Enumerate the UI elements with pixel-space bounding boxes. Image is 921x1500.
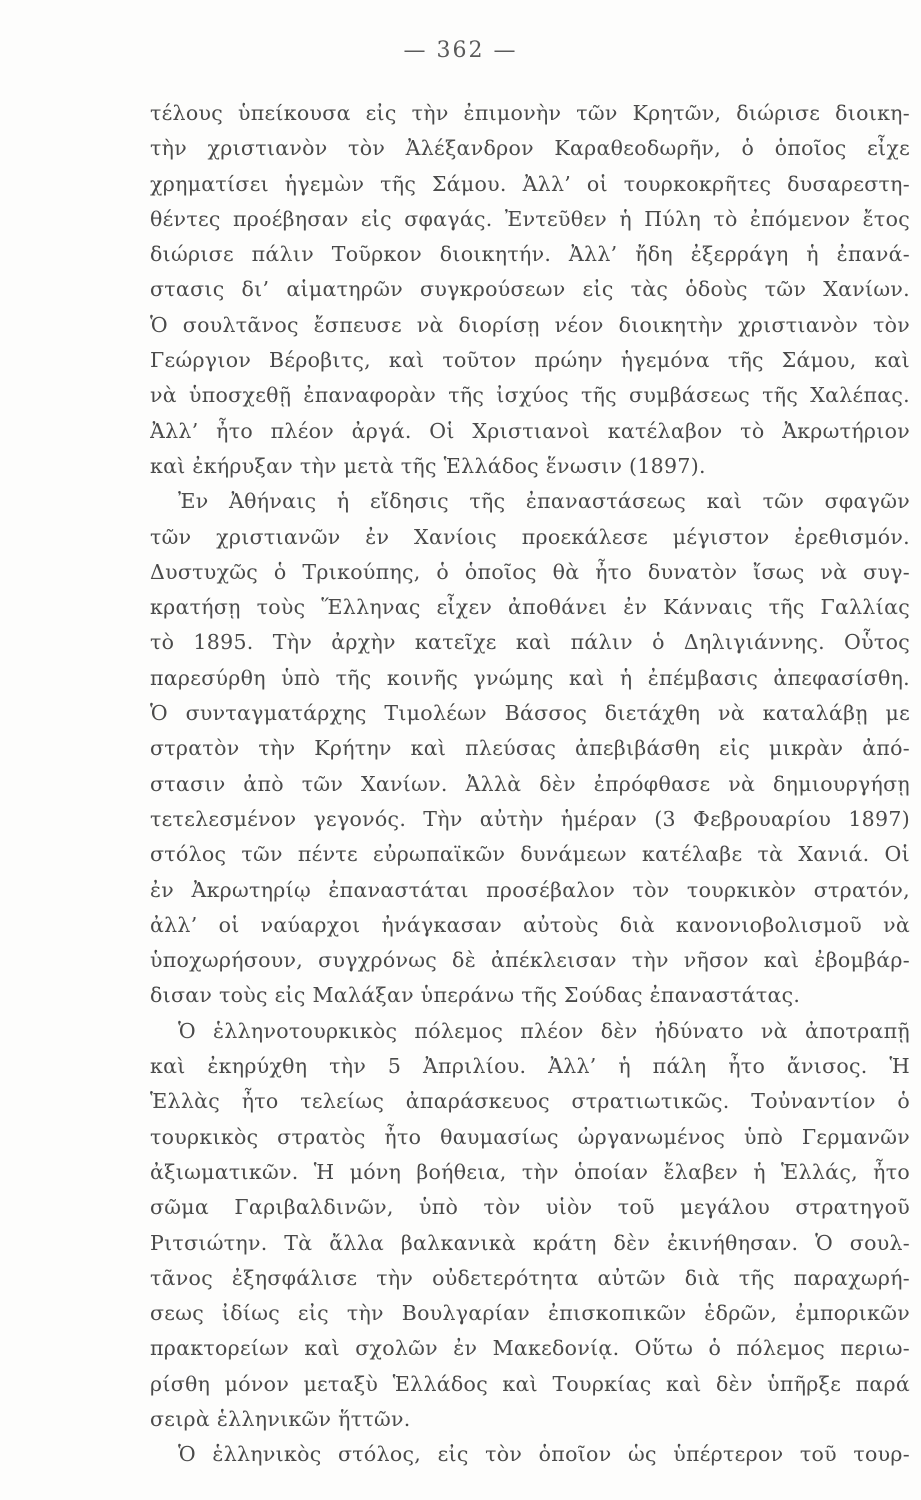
text-line: ἀλλ’ οἱ ναύαρχοι ἠνάγκασαν αὐτοὺς διὰ κανονιοβολισμοῦ νὰ [150, 912, 910, 937]
text-line: σειρὰ ἑλληνικῶν ἥττῶν. [150, 1406, 411, 1431]
text-line: τῶν χριστιανῶν ἐν Χανίοις προεκάλεσε μέγιστον ἐρεθισμόν. [150, 524, 910, 549]
text-line: στασις δι’ αἱματηρῶν συγκρούσεων εἰς τὰς ὁδοὺς τῶν Χανίων. [150, 277, 910, 302]
text-line: Ὁ συνταγματάρχης Τιμολέων Βάσσος διετάχθη νὰ καταλάβῃ με [150, 701, 910, 726]
text-line: ρίσθη μόνον μεταξὺ Ἑλλάδος καὶ Τουρκίας καὶ δὲν ὑπῆρξε παρά [150, 1371, 910, 1396]
text-line: καὶ ἐκήρυξαν τὴν μετὰ τῆς Ἑλλάδος ἕνωσιν (1897). [150, 453, 706, 478]
text-line: ἀξιωματικῶν. Ἡ μόνη βοήθεια, τὴν ὁποίαν ἔλαβεν ἡ Ἑλλάς, ἦτο [150, 1159, 910, 1184]
text-line: δισαν τοὺς εἰς Μαλάξαν ὑπεράνω τῆς Σούδας ἐπαναστάτας. [150, 983, 801, 1008]
page-number: — 362 — [403, 38, 518, 63]
text-line: τὸ 1895. Τὴν ἀρχὴν κατεῖχε καὶ πάλιν ὁ Δηλιγιάννης. Οὗτος [150, 630, 910, 655]
text-line: τέλους ὑπείκουσα εἰς τὴν ἐπιμονὴν τῶν Κρητῶν, διώρισε διοικη- [150, 101, 910, 125]
text-line: νὰ ὑποσχεθῇ ἐπαναφορὰν τῆς ἰσχύος τῆς συμβάσεως τῆς Χαλέπας. [150, 383, 910, 408]
text-line: τουρκικὸς στρατὸς ἦτο θαυμασίως ὠργανωμένος ὑπὸ Γερμανῶν [150, 1124, 910, 1149]
text-line: Γεώργιον Βέροβιτς, καὶ τοῦτον πρώην ἡγεμόνα τῆς Σάμου, καὶ [150, 348, 910, 373]
text-line: σεως ἰδίως εἰς τὴν Βουλγαρίαν ἐπισκοπικῶν ἑδρῶν, ἐμπορικῶν [150, 1301, 910, 1326]
text-line: Ριτσιώτην. Τὰ ἄλλα βαλκανικὰ κράτη δὲν ἐκινήθησαν. Ὁ σουλ- [150, 1230, 910, 1255]
text-line: καὶ ἐκηρύχθη τὴν 5 Ἀπριλίου. Ἀλλ’ ἡ πάλη ἦτο ἄνισος. Ἡ [150, 1054, 910, 1079]
text-line: Ὁ σουλτᾶνος ἔσπευσε νὰ διορίσῃ νέον διοικητὴν χριστιανὸν τὸν [150, 312, 910, 337]
text-line: θέντες προέβησαν εἰς σφαγάς. Ἐντεῦθεν ἡ Πύλη τὸ ἐπόμενον ἔτος [150, 206, 910, 231]
text-line: παρεσύρθη ὑπὸ τῆς κοινῆς γνώμης καὶ ἡ ἐπέμβασις ἀπεφασίσθη. [150, 665, 910, 690]
text-line: Ἑλλὰς ἦτο τελείως ἀπαράσκευος στρατιωτικῶς. Τοὐναντίον ὁ [150, 1089, 910, 1114]
text-line: Δυστυχῶς ὁ Τρικούπης, ὁ ὁποῖος θὰ ἦτο δυνατὸν ἴσως νὰ συγ- [150, 559, 910, 584]
text-line: διώρισε πάλιν Τοῦρκον διοικητήν. Ἀλλ’ ἤδη ἐξερράγη ἡ ἐπανά- [150, 242, 910, 267]
text-line: σῶμα Γαριβαλδινῶν, ὑπὸ τὸν υἱὸν τοῦ μεγάλου στρατηγοῦ [150, 1195, 910, 1220]
text-line: στρατὸν τὴν Κρήτην καὶ πλεύσας ἀπεβιβάσθη εἰς μικρὰν ἀπό- [150, 736, 910, 761]
text-line: ὑποχωρήσουν, συγχρόνως δὲ ἀπέκλεισαν τὴν νῆσον καὶ ἐβομβάρ- [150, 948, 910, 973]
text-line: στόλος τῶν πέντε εὐρωπαϊκῶν δυνάμεων κατέλαβε τὰ Χανιά. Οἱ [150, 842, 910, 867]
text-line: Ἐν Ἀθήναις ἡ εἴδησις τῆς ἐπαναστάσεως καὶ τῶν σφαγῶν [178, 489, 910, 514]
text-line: τετελεσμένον γεγονός. Τὴν αὐτὴν ἡμέραν (3 Φεβρουαρίου 1897) [150, 806, 910, 831]
text-line: ἐν Ἀκρωτηρίῳ ἐπαναστάται προσέβαλον τὸν τουρκικὸν στρατόν, [150, 877, 910, 902]
text-line: Ὁ ἑλληνοτουρκικὸς πόλεμος πλέον δὲν ἠδύνατο νὰ ἀποτραπῇ [178, 1018, 910, 1043]
text-line: τὴν χριστιανὸν τὸν Ἀλέξανδρον Καραθεοδωρῆν, ὁ ὁποῖος εἶχε [150, 136, 910, 161]
text-line: τᾶνος ἐξησφάλισε τὴν οὐδετερότητα αὐτῶν διὰ τῆς παραχωρή- [150, 1265, 910, 1290]
text-line: στασιν ἀπὸ τῶν Χανίων. Ἀλλὰ δὲν ἐπρόφθασε νὰ δημιουργήσῃ [150, 771, 910, 796]
text-line: χρηματίσει ἡγεμὼν τῆς Σάμου. Ἀλλ’ οἱ τουρκοκρῆτες δυσαρεστη- [150, 171, 910, 196]
text-line: Ἀλλ’ ἦτο πλέον ἀργά. Οἱ Χριστιανοὶ κατέλαβον τὸ Ἀκρωτήριον [150, 418, 910, 443]
body-text [150, 96, 910, 1473]
text-line: Ὁ ἑλληνικὸς στόλος, εἰς τὸν ὁποῖον ὡς ὑπέρτερον τοῦ τουρ- [178, 1442, 910, 1467]
text-line: πρακτορείων καὶ σχολῶν ἐν Μακεδονίᾳ. Οὕτω ὁ πόλεμος περιω- [150, 1336, 910, 1361]
text-line: κρατήσῃ τοὺς Ἕλληνας εἶχεν ἀποθάνει ἐν Κάνναις τῆς Γαλλίας [150, 595, 910, 620]
